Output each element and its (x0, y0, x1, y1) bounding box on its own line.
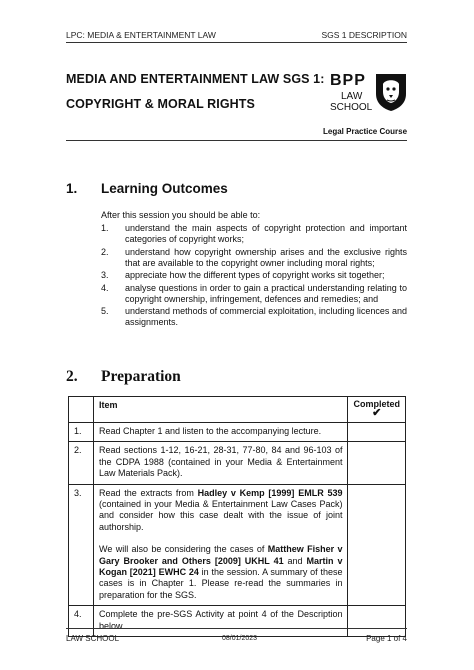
table-row (69, 606, 406, 637)
preparation-table (68, 396, 406, 637)
text-run: and (283, 555, 307, 566)
table-row (69, 484, 406, 606)
table-row (69, 442, 406, 484)
footer-date: 08/01/2023 (222, 635, 258, 642)
doc-title-line2: COPYRIGHT & MORAL RIGHTS (66, 97, 255, 111)
footer-page-number: Page 1 of 4 (366, 634, 407, 643)
text-run: (contained in your Media & Entertainment Law Cases Pack) and consider how this case dealt with the issue of joint authorship. (99, 499, 343, 532)
logo-bpp-text: BPP (330, 72, 366, 89)
completed-cell[interactable] (348, 423, 406, 442)
section1-intro: After this session you should be able to: (101, 210, 261, 220)
row-paragraph (99, 544, 342, 601)
outcome-text: appreciate how the different types of copyright works sit together; (125, 270, 385, 280)
text-run: We will also be considering the cases of (99, 544, 268, 555)
header-rule (66, 42, 407, 43)
table-row (69, 423, 406, 442)
logo-law-text: LAW (341, 91, 363, 102)
row-text: Read sections 1-12, 16-21, 28-31, 77-80, 84 and 96-103 of the CDPA 1988 (contained in your Media & Entertainment Law Materials Pack). (94, 442, 348, 484)
row-number: 2. (69, 442, 94, 484)
section2-heading: Preparation (101, 368, 181, 385)
doc-title-line1: MEDIA AND ENTERTAINMENT LAW SGS 1: (66, 72, 325, 86)
row-number: 1. (69, 423, 94, 442)
outcome-number: 1. (101, 223, 109, 233)
outcome-text: analyse questions in order to gain a practical understanding relating to copyright ownership, infringement, defences and remedies; and (125, 283, 407, 305)
header-right: SGS 1 DESCRIPTION (321, 30, 407, 40)
row-text (94, 484, 348, 606)
completed-cell[interactable] (348, 606, 406, 637)
outcome-text: understand methods of commercial exploitation, including licences and assignments. (125, 306, 407, 328)
text-run: Read the extracts from (99, 487, 198, 498)
title-rule (66, 140, 407, 141)
completed-label: Completed (353, 399, 400, 409)
logo-caption: Legal Practice Course (323, 127, 408, 136)
logo-school-text: SCHOOL (330, 102, 373, 113)
completed-cell[interactable] (348, 442, 406, 484)
header-left: LPC: MEDIA & ENTERTAINMENT LAW (66, 30, 216, 40)
bpp-logo (330, 72, 410, 120)
table-cell (69, 397, 94, 423)
case-citation: Matthew Fisher v Gary Brooker and Others [2009] UKHL 41 (99, 544, 343, 566)
outcome-number: 3. (101, 270, 109, 280)
row-number: 4. (69, 606, 94, 637)
outcome-number: 2. (101, 247, 109, 257)
section2-number: 2. (66, 368, 78, 385)
table-header-row (69, 397, 406, 423)
column-header-completed (348, 397, 406, 423)
section1-number: 1. (66, 181, 78, 196)
checkmark-icon: ✔ (372, 407, 382, 419)
outcome-text: understand how copyright ownership arises and the exclusive rights that are available to the copyright owner including moral rights; (125, 247, 407, 269)
row-paragraph (99, 488, 342, 534)
row-number: 3. (69, 484, 94, 606)
footer-left: LAW SCHOOL (66, 634, 120, 643)
outcome-number: 4. (101, 283, 109, 293)
row-text: Complete the pre-SGS Activity at point 4 of the Description below. (94, 606, 348, 637)
row-text: Read Chapter 1 and listen to the accompanying lecture. (94, 423, 348, 442)
case-citation: Martin v Kogan [2021] EWHC 24 (99, 555, 343, 578)
outcome-text: understand the main aspects of copyright protection and important categories of copyright works; (125, 223, 407, 245)
text-run: in the session. A summary of these cases is in Chapter 1. Please re-read the summaries in preparation for the SGS. (99, 567, 343, 600)
section1-heading: Learning Outcomes (101, 181, 228, 196)
column-header-item: Item (94, 397, 348, 423)
outcome-number: 5. (101, 306, 109, 316)
completed-cell[interactable] (348, 484, 406, 606)
case-citation: Hadley v Kemp [1999] EMLR 539 (197, 487, 343, 498)
footer-rule (66, 628, 407, 629)
lion-shield-icon (374, 72, 408, 112)
